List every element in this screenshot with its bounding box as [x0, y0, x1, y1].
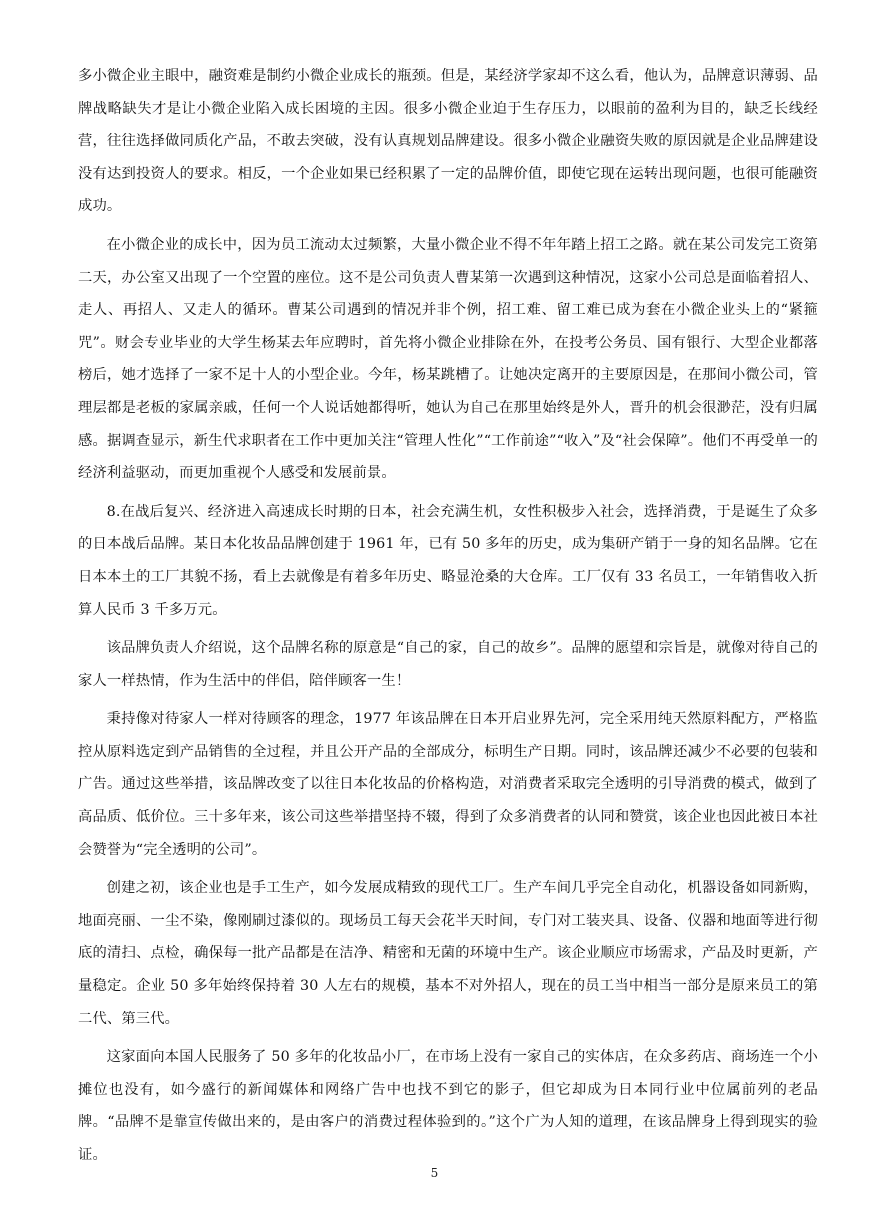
document-body — [78, 60, 818, 1178]
paragraph-financing-bottleneck: 多小微企业主眼中，融资难是制约小微企业成长的瓶颈。但是，某经济学家却不这么看，他认为，品牌意识薄弱、品牌战略缺失才是让小微企业陷入成长困境的主因。很多小微企业迫于生存压力，以眼前的盈利为目的，缺乏长线经营，往往选择做同质化产品，不敢去突破，没有认真规划品牌建设。很多小微企业融资失败的原因就是企业品牌建设没有达到投资人的要求。相反，一个企业如果已经积累了一定的品牌价值，即使它现在运转出现问题，也很可能融资成功。 — [78, 68, 818, 215]
page-number: 5 — [430, 1166, 439, 1180]
paragraph-transparency: 秉持像对待家人一样对待顾客的理念，1977 年该品牌在日本开启业界先河，完全采用纯天然原料配方，严格监控从原料选定到产品销售的全过程，并且公开产品的全部成分，标明生产日期。同时，该品牌还减少不必要的包装和广告。通过这些举措，该品牌改变了以往日本化妆品的价格构造，对消费者采取完全透明的引导消费的模式，做到了高品质、低价位。三十多年来，该公司这些举措坚持不辍，得到了众多消费者的认同和赞赏，该企业也因此被日本社会赞誉为“完全透明的公司”。 — [78, 711, 818, 858]
paragraph-brand-meaning: 该品牌负责人介绍说，这个品牌名称的原意是“自己的家，自己的故乡”。品牌的愿望和宗旨是，就像对待自己的家人一样热情，作为生活中的伴侣，陪伴顾客一生！ — [78, 640, 818, 689]
paragraph-staff-turnover: 在小微企业的成长中，因为员工流动太过频繁，大量小微企业不得不年年踏上招工之路。就在某公司发完工资第二天，办公室又出现了一个空置的座位。这不是公司负责人曹某第一次遇到这种情况，这家小公司总是面临着招人、走人、再招人、又走人的循环。曹某公司遇到的情况并非个例，招工难、留工难已成为套在小微企业头上的“紧箍咒”。财会专业毕业的大学生杨某去年应聘时，首先将小微企业排除在外，在投考公务员、国有银行、大型企业都落榜后，她才选择了一家不足十人的小型企业。今年，杨某跳槽了。让她决定离开的主要原因是，在那间小微公司，管理层都是老板的家属亲戚，任何一个人说话她都得听，她认为自己在那里始终是外人，晋升的机会很渺茫，没有归属感。据调查显示，新生代求职者在工作中更加关注“管理人性化”“工作前途”“收入”及“社会保障”。他们不再受单一的经济利益驱动，而更加重视个人感受和发展前景。 — [78, 236, 818, 482]
paragraph-no-advertising: 这家面向本国人民服务了 50 多年的化妆品小厂，在市场上没有一家自己的实体店，在众多药店、商场连一个小摊位也没有，如今盛行的新闻媒体和网络广告中也找不到它的影子，但它却成为日本同行业中位属前列的老品牌。“品牌不是靠宣传做出来的，是由客户的消费过程体验到的。”这个广为人知的道理，在该品牌身上得到现实的验证。 — [78, 1049, 818, 1163]
paragraph-question-8-intro: 8.在战后复兴、经济进入高速成长时期的日本，社会充满生机，女性积极步入社会，选择消费，于是诞生了众多的日本战后品牌。某日本化妆品品牌创建于 1961 年，已有 50 多年的历史，成为集研产销于一身的知名品牌。它在日本本土的工厂其貌不扬，看上去就像是有着多年历史、略显沧桑的大仓库。工厂仅有 33 名员工，一年销售收入折算人民币 3 千多万元。 — [78, 503, 818, 618]
paragraph-modern-factory: 创建之初，该企业也是手工生产，如今发展成精致的现代工厂。生产车间几乎完全自动化，机器设备如同新购，地面亮丽、一尘不染，像刚刷过漆似的。现场员工每天会花半天时间，专门对工装夹具、设备、仪器和地面等进行彻底的清扫、点检，确保每一批产品都是在洁净、精密和无菌的环境中生产。该企业顺应市场需求，产品及时更新，产量稳定。企业 50 多年始终保持着 30 人左右的规模，基本不对外招人，现在的员工当中相当一部分是原来员工的第二代、第三代。 — [78, 880, 818, 1027]
